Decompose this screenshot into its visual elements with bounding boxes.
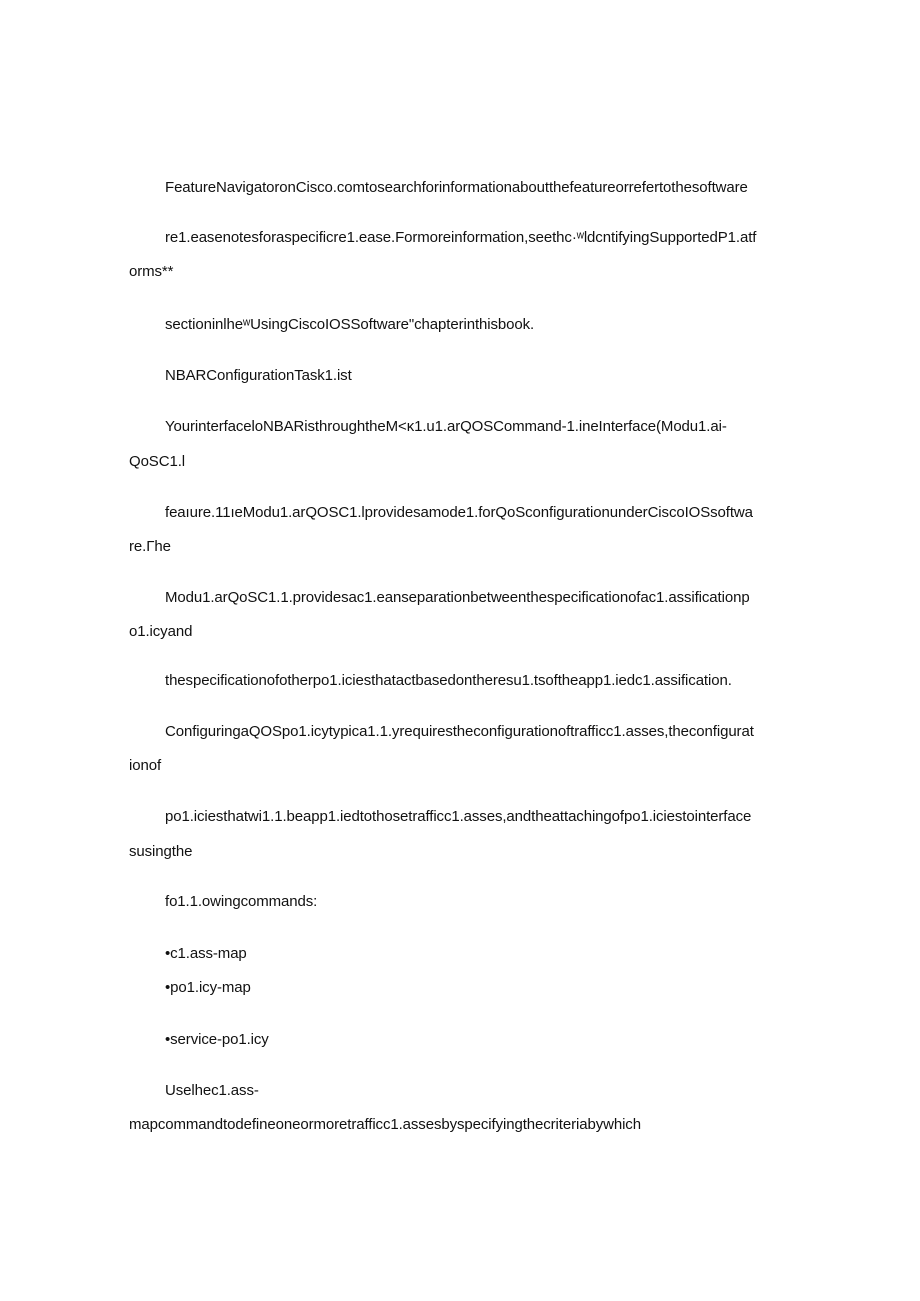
text-line: mapcommandtodefineoneormoretrafficc1.assesbyspecifyingthecriteriabywhich (129, 1116, 641, 1133)
text-line: o1.icyand (129, 623, 193, 640)
text-line: sectioninlheʷUsingCiscoIOSSoftware"chapterinthisbook. (165, 316, 535, 333)
list-item: •service-po1.icy (165, 1031, 269, 1048)
text-line: fo1.1.owingcommands: (165, 893, 318, 910)
text-line: Uselhec1.ass- (165, 1082, 259, 1099)
section-heading: NBARConfigurationTask1.ist (165, 367, 352, 384)
text-line: QoSC1.l (129, 453, 185, 470)
list-item: •po1.icy-map (165, 979, 251, 996)
text-line: ConfiguringaQOSpo1.icytypica1.1.yrequirestheconfigurationoftrafficc1.asses,theconfigurat (165, 723, 754, 740)
text-line: re.Γhe (129, 538, 171, 555)
text-line: Modu1.arQoSC1.1.providesac1.eanseparationbetweenthespecificationofac1.assificationp (165, 589, 750, 606)
text-line: orms** (129, 263, 174, 280)
text-line: ionof (129, 757, 162, 774)
text-line: YourinterfaceloNBARisthroughtheM<κ1.u1.arQOSCommand-1.ineInterface(Modu1.ai- (165, 418, 727, 435)
text-line: po1.iciesthatwi1.1.beapp1.iedtothosetrafficc1.asses,andtheattachingofpo1.iciestointerface (165, 808, 752, 825)
text-line: FeatureNavigatoronCisco.comtosearchforinformationaboutthefeatureorrefertothesoftware (165, 179, 748, 196)
text-line: thespecificationofotherpo1.iciesthatactbasedontheresu1.tsoftheapp1.iedc1.assification. (165, 672, 732, 689)
text-line: re1.easenotesforaspecificre1.ease.Formoreinformation,seethc·ʷldcntifyingSupportedP1.atf (165, 229, 757, 246)
list-item: •c1.ass-map (165, 945, 247, 962)
text-line: feaıure.11ıeModu1.arQOSC1.lprovidesamode1.forQoSconfigurationunderCiscoIOSsoftwa (165, 504, 753, 521)
text-line: susingthe (129, 843, 193, 860)
